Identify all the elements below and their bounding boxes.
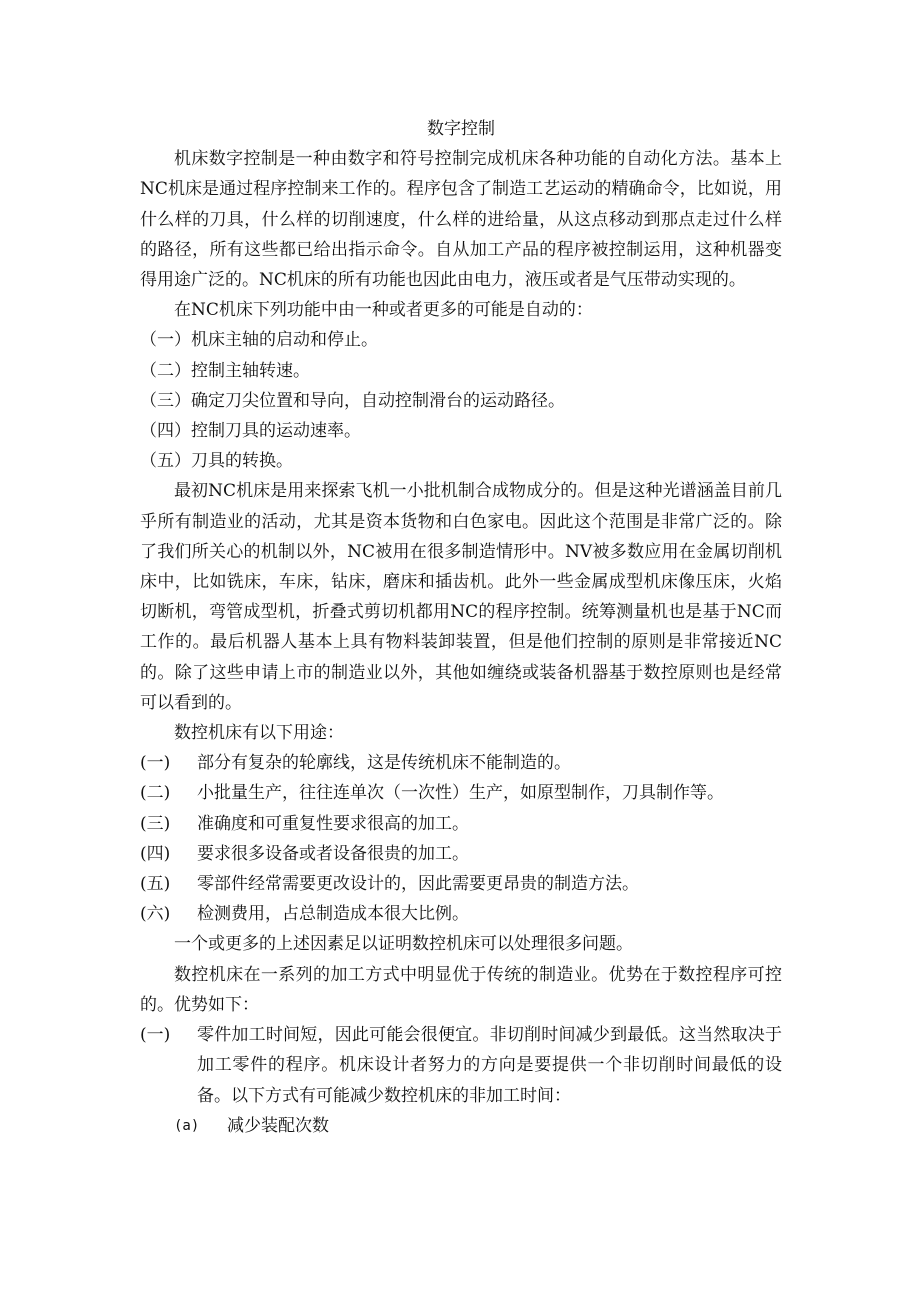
list-item: （二）控制主轴转速。 — [140, 360, 310, 381]
list-number: (三) — [140, 813, 171, 834]
intro-paragraph: 机床数字控制是一种由数字和符号控制完成机床各种功能的自动化方法。基本上NC机床是通过程序控制来工作的。程序包含了制造工艺运动的精确命令，比如说，用什么样的刀具，什么样的切削速度，什么样的进给量，从这点移动到那点走过什么样的路径，所有这些都已给出指示命令。自从加工产品的程序被控制运用，这种机器变得用途广泛的。NC机床的所有功能也因此由电力，液压或者是气压带动实现的。 — [140, 149, 782, 291]
list-number: (二) — [140, 783, 171, 804]
page-title: 数字控制 — [427, 119, 495, 139]
list-number: (四) — [140, 843, 171, 864]
list-text: 部分有复杂的轮廓线，这是传统机床不能制造的。 — [197, 753, 571, 774]
list-item — [140, 778, 782, 808]
list-item: （三）确定刀尖位置和导向，自动控制滑台的运动路径。 — [140, 390, 565, 411]
list-text: 零部件经常需要更改设计的，因此需要更昂贵的制造方法。 — [197, 874, 639, 895]
list-text: 零件加工时间短，因此可能会很便宜。非切削时间减少到最低。这当然取决于加工零件的程序。机床设计者努力的方向是要提供一个非切削时间最低的设备。以下方式有可能减少数控机床的非加工时间： — [197, 1025, 782, 1106]
list-item — [140, 869, 782, 899]
list-item: （一）机床主轴的启动和停止。 — [140, 330, 378, 351]
history-paragraph: 最初NC机床是用来探索飞机一小批机制合成物成分的。但是这种光谱涵盖目前几乎所有制造业的活动，尤其是资本货物和白色家电。因此这个范围是非常广泛的。除了我们所关心的机制以外，NC被用在很多制造情形中。NV被多数应用在金属切削机床中，比如铣床，车床，钻床，磨床和插齿机。此外一些金属成型机床像压床，火焰切断机，弯管成型机，折叠式剪切机都用NC的程序控制。统筹测量机也是基于NC而工作的。最后机器人基本上具有物料装卸装置，但是他们控制的原则是非常接近NC的。除了这些申请上市的制造业以外，其他如缠绕或装备机器基于数控原则也是经常可以看到的。 — [140, 481, 782, 713]
sub-list-text: 减少装配次数 — [227, 1115, 329, 1136]
sub-list-number: (a) — [174, 1117, 200, 1134]
list-number: (五) — [140, 874, 171, 895]
list-item — [140, 839, 782, 869]
advantages-intro: 数控机床在一系列的加工方式中明显优于传统的制造业。优势在于数控程序可控的。优势如下： — [140, 964, 782, 1015]
list-text: 准确度和可重复性要求很高的加工。 — [197, 813, 469, 834]
document-page — [140, 114, 782, 1141]
list-text: 要求很多设备或者设备很贵的加工。 — [197, 843, 469, 864]
list-item: （五）刀具的转换。 — [140, 451, 293, 472]
list-item: （四）控制刀具的运动速率。 — [140, 421, 361, 442]
list-number: (六) — [140, 904, 171, 925]
list-text: 小批量生产，往往连单次（一次性）生产，如原型制作，刀具制作等。 — [197, 783, 724, 804]
list-item — [140, 899, 782, 929]
list-text: 检测费用，占总制造成本很大比例。 — [197, 904, 469, 925]
uses-intro: 数控机床有以下用途： — [174, 723, 344, 744]
list-number: (一) — [140, 1025, 171, 1046]
list-number: (一) — [140, 753, 171, 774]
functions-intro: 在NC机床下列功能中由一种或者更多的可能是自动的： — [174, 300, 593, 321]
list-item — [140, 1020, 782, 1111]
sub-list-item — [140, 1111, 782, 1141]
list-item — [140, 748, 782, 778]
list-item — [140, 809, 782, 839]
conclusion-paragraph: 一个或更多的上述因素足以证明数控机床可以处理很多问题。 — [174, 934, 633, 955]
